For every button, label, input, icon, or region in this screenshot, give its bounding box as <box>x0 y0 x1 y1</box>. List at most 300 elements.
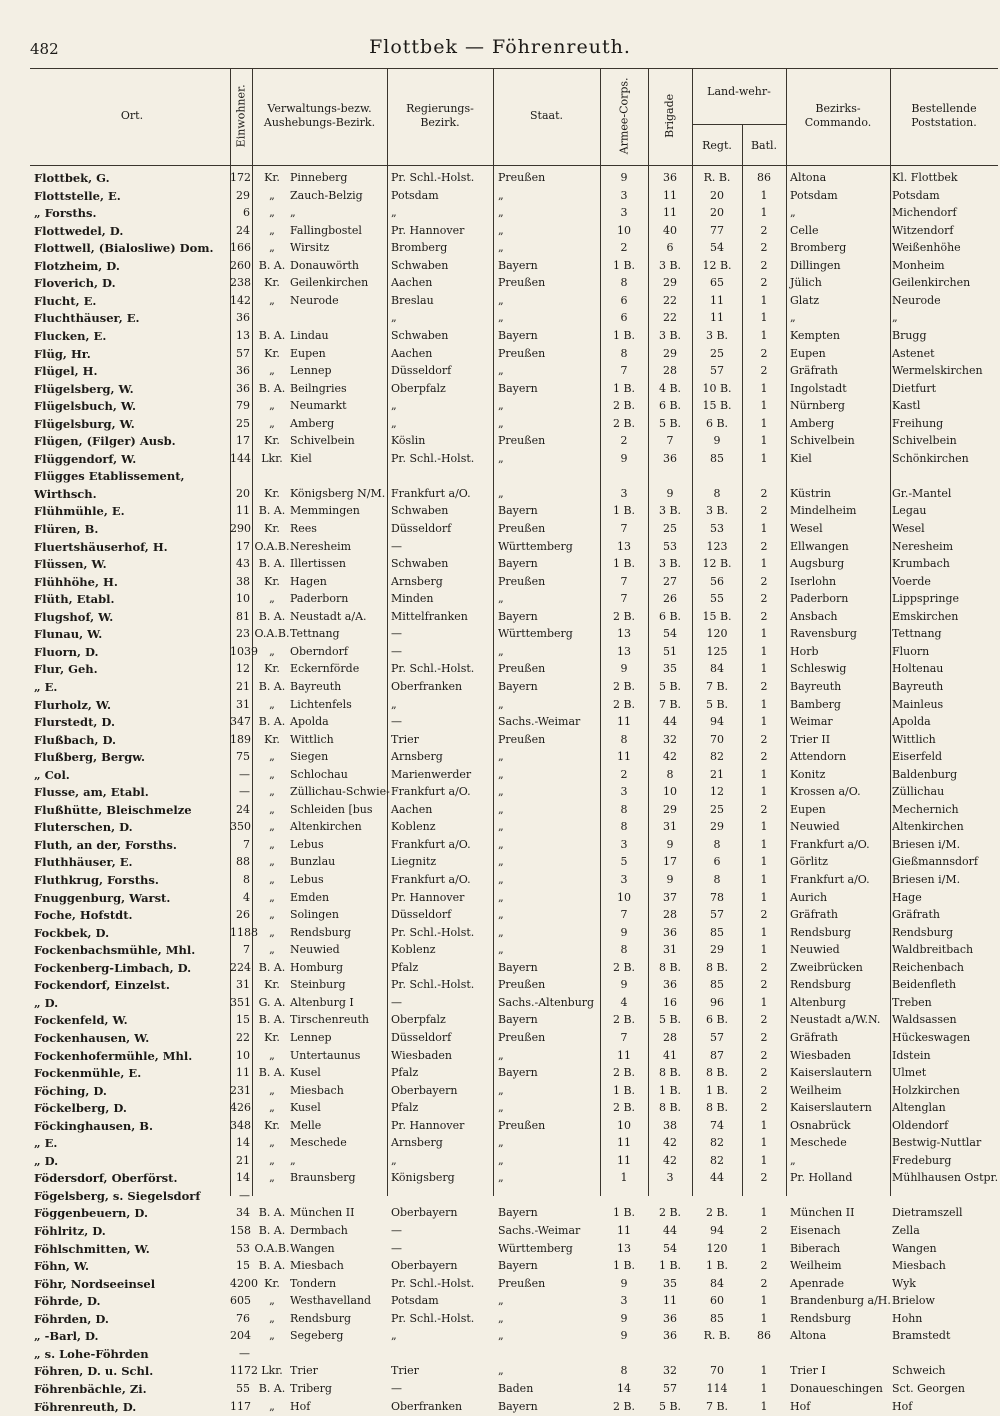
table-row <box>32 1311 998 1329</box>
cell-ew: 21 <box>230 1154 250 1167</box>
cell-ew: 166 <box>230 241 250 254</box>
cell-reg: Oberpfalz <box>391 382 495 395</box>
cell-vt: B. A. <box>254 1224 290 1237</box>
cell-reg: Aachen <box>391 803 495 816</box>
cell-reg: Frankfurt a/O. <box>391 487 495 500</box>
cell-reg: Pr. Hannover <box>391 891 495 904</box>
cell-vb: Beilngries <box>290 382 388 395</box>
cell-bt: 1 <box>744 1400 784 1413</box>
cell-vb: Siegen <box>290 750 388 763</box>
cell-st: Preußen <box>498 575 600 588</box>
cell-reg: Trier <box>391 733 495 746</box>
cell-ak: 1 B. <box>602 259 646 272</box>
cell-br: 8 B. <box>650 1101 690 1114</box>
table-row <box>32 960 998 978</box>
cell-ew: 23 <box>230 627 250 640</box>
header-armee-cell <box>600 68 648 164</box>
cell-ps: Wermelskirchen <box>892 364 996 377</box>
cell-ort: Wirthsch. <box>34 487 220 501</box>
cell-br: 37 <box>650 891 690 904</box>
table-row <box>32 890 998 908</box>
cell-ps: Schönkirchen <box>892 452 996 465</box>
cell-reg: Pfalz <box>391 961 495 974</box>
cell-st: „ <box>498 1101 600 1114</box>
cell-ort: Fockenberg-Limbach, D. <box>34 961 220 975</box>
cell-rg: 1 B. <box>694 1259 740 1272</box>
cell-bc: Donaueschingen <box>790 1382 890 1395</box>
cell-br: 42 <box>650 750 690 763</box>
cell-reg: Pr. Schl.-Holst. <box>391 1312 495 1325</box>
cell-ps: Mühlhausen Ostpr. <box>892 1171 996 1184</box>
cell-br: 3 B. <box>650 259 690 272</box>
cell-reg: Pfalz <box>391 1066 495 1079</box>
cell-bc: Schivelbein <box>790 434 890 447</box>
cell-st: „ <box>498 241 600 254</box>
table-row <box>32 697 998 715</box>
cell-ak: 3 <box>602 206 646 219</box>
table-row <box>32 925 998 943</box>
cell-bt: 86 <box>744 171 784 184</box>
cell-bt: 2 <box>744 750 784 763</box>
cell-ps: Wittlich <box>892 733 996 746</box>
cell-rg: 85 <box>694 926 740 939</box>
cell-rg: 10 B. <box>694 382 740 395</box>
cell-rg: 15 B. <box>694 399 740 412</box>
cell-ew: 31 <box>230 978 250 991</box>
cell-bc: Ansbach <box>790 610 890 623</box>
cell-st: Bayern <box>498 610 600 623</box>
cell-bc: Biberach <box>790 1242 890 1255</box>
cell-bc: Neuwied <box>790 943 890 956</box>
cell-rg: 20 <box>694 206 740 219</box>
cell-bt: 2 <box>744 978 784 991</box>
cell-vt: „ <box>254 891 290 904</box>
cell-st: „ <box>498 224 600 237</box>
cell-ort: Flurholz, W. <box>34 698 220 712</box>
cell-ew: 38 <box>230 575 250 588</box>
cell-vb: Oberndorf <box>290 645 388 658</box>
cell-bt: 1 <box>744 785 784 798</box>
table-row <box>32 1188 998 1206</box>
cell-vb: Neustadt a/A. <box>290 610 388 623</box>
table-row <box>32 1135 998 1153</box>
cell-ew: 24 <box>230 224 250 237</box>
cell-ew: 57 <box>230 347 250 360</box>
cell-ps: Oldendorf <box>892 1119 996 1132</box>
cell-st: „ <box>498 189 600 202</box>
cell-ps: Apolda <box>892 715 996 728</box>
cell-ps: Zella <box>892 1224 996 1237</box>
cell-reg: Pr. Schl.-Holst. <box>391 171 495 184</box>
cell-st: „ <box>498 698 600 711</box>
cell-rg: 74 <box>694 1119 740 1132</box>
cell-ps: Hof <box>892 1400 996 1413</box>
cell-ort: „ D. <box>34 996 220 1010</box>
cell-bt: 1 <box>744 329 784 342</box>
page-number: 482 <box>30 40 59 58</box>
cell-bt: 2 <box>744 347 784 360</box>
cell-reg: „ <box>391 417 495 430</box>
cell-bt: 2 <box>744 364 784 377</box>
table-row <box>32 732 998 750</box>
cell-ew: 20 <box>230 487 250 500</box>
cell-rg: 55 <box>694 592 740 605</box>
cell-st: Sachs.-Weimar <box>498 715 600 728</box>
cell-ak: 2 B. <box>602 1066 646 1079</box>
cell-rg: 12 B. <box>694 259 740 272</box>
cell-bt: 1 <box>744 1364 784 1377</box>
table-row <box>32 872 998 890</box>
cell-ps: Mechernich <box>892 803 996 816</box>
cell-vt: „ <box>254 943 290 956</box>
table-row <box>32 609 998 627</box>
cell-bt: 1 <box>744 943 784 956</box>
cell-st: „ <box>498 206 600 219</box>
table-row <box>32 1170 998 1188</box>
table-row <box>32 223 998 241</box>
cell-ak: 2 B. <box>602 961 646 974</box>
cell-ak: 8 <box>602 733 646 746</box>
cell-st: „ <box>498 803 600 816</box>
cell-st: „ <box>498 1154 600 1167</box>
cell-bt: 2 <box>744 1049 784 1062</box>
cell-vt: „ <box>254 1136 290 1149</box>
table-row <box>32 626 998 644</box>
cell-rg: 56 <box>694 575 740 588</box>
cell-ak: 2 <box>602 434 646 447</box>
cell-vb: Apolda <box>290 715 388 728</box>
cell-bc: Pr. Holland <box>790 1171 890 1184</box>
cell-ak: 9 <box>602 1312 646 1325</box>
cell-vb: Schlochau <box>290 768 388 781</box>
cell-rg: 82 <box>694 1154 740 1167</box>
cell-bc: Paderborn <box>790 592 890 605</box>
cell-ps: Weißenhöhe <box>892 241 996 254</box>
cell-ak: 6 <box>602 311 646 324</box>
cell-br: 31 <box>650 820 690 833</box>
cell-vt: Lkr. <box>254 1364 290 1377</box>
header-regt: Regt. <box>692 128 742 164</box>
cell-ort: Fockbek, D. <box>34 926 220 940</box>
cell-vb: Lichtenfels <box>290 698 388 711</box>
cell-ort: Födersdorf, Oberförst. <box>34 1171 220 1185</box>
cell-br: 51 <box>650 645 690 658</box>
cell-bc: Wiesbaden <box>790 1049 890 1062</box>
cell-ort: Flußberg, Bergw. <box>34 750 220 764</box>
cell-br: 25 <box>650 522 690 535</box>
cell-ak: 9 <box>602 1277 646 1290</box>
cell-vb: Illertissen <box>290 557 388 570</box>
cell-bc: Nürnberg <box>790 399 890 412</box>
cell-bt: 1 <box>744 645 784 658</box>
cell-ak: 3 <box>602 1294 646 1307</box>
table-row <box>32 328 998 346</box>
cell-vt: Kr. <box>254 1119 290 1132</box>
cell-ps: Emskirchen <box>892 610 996 623</box>
cell-st: Bayern <box>498 329 600 342</box>
table-row <box>32 1118 998 1136</box>
cell-vt: Kr. <box>254 1277 290 1290</box>
cell-reg: Koblenz <box>391 943 495 956</box>
cell-ak: 1 B. <box>602 1259 646 1272</box>
cell-rg: 3 B. <box>694 329 740 342</box>
cell-bc: Trier II <box>790 733 890 746</box>
cell-st: Preußen <box>498 171 600 184</box>
cell-ew: 26 <box>230 908 250 921</box>
cell-ort: „ Forsths. <box>34 206 220 220</box>
table-row <box>32 819 998 837</box>
cell-ew: 117 <box>230 1400 250 1413</box>
table-row <box>32 1083 998 1101</box>
cell-ort: Föching, D. <box>34 1084 220 1098</box>
cell-vt: „ <box>254 785 290 798</box>
cell-rg: 5 B. <box>694 698 740 711</box>
cell-bt: 1 <box>744 838 784 851</box>
cell-vt: Kr. <box>254 434 290 447</box>
cell-reg: Liegnitz <box>391 855 495 868</box>
cell-bt: 2 <box>744 241 784 254</box>
cell-ak: 8 <box>602 820 646 833</box>
cell-bc: Rendsburg <box>790 926 890 939</box>
cell-vb: Westhavelland <box>290 1294 388 1307</box>
cell-ps: Baldenburg <box>892 768 996 781</box>
cell-st: Bayern <box>498 1259 600 1272</box>
cell-vb: Geilenkirchen <box>290 276 388 289</box>
cell-ew: 81 <box>230 610 250 623</box>
cell-bc: Brandenburg a/H. <box>790 1294 890 1307</box>
cell-vb: Tirschenreuth <box>290 1013 388 1026</box>
cell-reg: Schwaben <box>391 329 495 342</box>
cell-ak: 7 <box>602 575 646 588</box>
cell-vt: „ <box>254 399 290 412</box>
cell-st: Preußen <box>498 978 600 991</box>
cell-st: „ <box>498 645 600 658</box>
table-row <box>32 1328 998 1346</box>
cell-st: „ <box>498 1084 600 1097</box>
cell-br: 11 <box>650 206 690 219</box>
cell-br: 10 <box>650 785 690 798</box>
cell-ak: 1 B. <box>602 329 646 342</box>
cell-vb: Kiel <box>290 452 388 465</box>
cell-ort: Flutersch​en, D. <box>34 820 220 834</box>
table-row <box>32 310 998 328</box>
cell-ps: Dietramszell <box>892 1206 996 1219</box>
cell-br: 40 <box>650 224 690 237</box>
cell-rg: 53 <box>694 522 740 535</box>
cell-ew: 189 <box>230 733 250 746</box>
cell-ew: 260 <box>230 259 250 272</box>
cell-reg: — <box>391 645 495 658</box>
cell-reg: Köslin <box>391 434 495 447</box>
cell-ps: Rendsburg <box>892 926 996 939</box>
cell-ew: 17 <box>230 540 250 553</box>
cell-st: „ <box>498 943 600 956</box>
cell-ort: Föhrenbächle, Zi. <box>34 1382 220 1396</box>
cell-ew: 15 <box>230 1259 250 1272</box>
cell-reg: Schwaben <box>391 259 495 272</box>
cell-ps: Michendorf <box>892 206 996 219</box>
cell-ew: 43 <box>230 557 250 570</box>
cell-ps: Sct. Georgen <box>892 1382 996 1395</box>
cell-rg: 6 B. <box>694 1013 740 1026</box>
cell-ort: Föckelberg, D. <box>34 1101 220 1115</box>
cell-br: 8 <box>650 768 690 781</box>
cell-reg: Minden <box>391 592 495 605</box>
cell-ps: Bayreuth <box>892 680 996 693</box>
table-row <box>32 205 998 223</box>
cell-vb: Königsberg N/M. <box>290 487 388 500</box>
cell-bt: 1 <box>744 873 784 886</box>
cell-rg: 8 B. <box>694 961 740 974</box>
cell-ew: 34 <box>230 1206 250 1219</box>
cell-reg: Oberbayern <box>391 1084 495 1097</box>
cell-bc: Küstrin <box>790 487 890 500</box>
cell-reg: „ <box>391 1329 495 1342</box>
cell-ps: „ <box>892 311 996 324</box>
table-row <box>32 1293 998 1311</box>
cell-reg: Oberfranken <box>391 1400 495 1413</box>
table-row <box>32 942 998 960</box>
cell-vb: „ <box>290 206 388 219</box>
cell-vt: „ <box>254 820 290 833</box>
cell-br: 16 <box>650 996 690 1009</box>
cell-rg: 6 <box>694 855 740 868</box>
cell-ak: 7 <box>602 364 646 377</box>
cell-bt: 2 <box>744 487 784 500</box>
cell-vt: B. A. <box>254 1259 290 1272</box>
cell-ort: Föhlritz, D. <box>34 1224 220 1238</box>
cell-st: Preußen <box>498 662 600 675</box>
cell-rg: 6 B. <box>694 417 740 430</box>
cell-rg: 29 <box>694 820 740 833</box>
cell-ew: 7 <box>230 943 250 956</box>
cell-ak: 7 <box>602 592 646 605</box>
cell-reg: — <box>391 627 495 640</box>
cell-st: Preußen <box>498 522 600 535</box>
cell-rg: R. B. <box>694 1329 740 1342</box>
cell-bt: 2 <box>744 733 784 746</box>
cell-reg: Potsdam <box>391 189 495 202</box>
cell-rg: 2 B. <box>694 1206 740 1219</box>
cell-vb: Züllichau-Schwie- <box>290 785 388 798</box>
cell-ps: Legau <box>892 504 996 517</box>
cell-ew: — <box>230 768 250 781</box>
table-row <box>32 644 998 662</box>
cell-ort: Föckinghausen, B. <box>34 1119 220 1133</box>
cell-br: 3 B. <box>650 329 690 342</box>
cell-st: Bayern <box>498 680 600 693</box>
cell-reg: Frankfurt a/O. <box>391 785 495 798</box>
cell-reg: — <box>391 1224 495 1237</box>
cell-ort: Foche, Hofstdt. <box>34 908 220 922</box>
cell-bc: Horb <box>790 645 890 658</box>
cell-vt: B. A. <box>254 557 290 570</box>
cell-bt: 1 <box>744 1206 784 1219</box>
cell-rg: 65 <box>694 276 740 289</box>
cell-ort: Flüth, Etabl. <box>34 592 220 606</box>
cell-bt: 1 <box>744 1136 784 1149</box>
cell-ort: Fluorn, D. <box>34 645 220 659</box>
cell-bt: 2 <box>744 1259 784 1272</box>
cell-bc: Glatz <box>790 294 890 307</box>
cell-reg: Pr. Hannover <box>391 224 495 237</box>
table-row <box>32 995 998 1013</box>
cell-vt: „ <box>254 645 290 658</box>
cell-ak: 2 B. <box>602 680 646 693</box>
cell-reg: — <box>391 1242 495 1255</box>
cell-rg: 84 <box>694 662 740 675</box>
cell-ps: Kastl <box>892 399 996 412</box>
cell-reg: Arnsberg <box>391 575 495 588</box>
cell-ort: Flottstelle, E. <box>34 189 220 203</box>
cell-ew: 17 <box>230 434 250 447</box>
cell-br: 36 <box>650 1329 690 1342</box>
cell-bt: 1 <box>744 294 784 307</box>
cell-ort: Flügel, H. <box>34 364 220 378</box>
cell-vb: Meschede <box>290 1136 388 1149</box>
cell-bc: Kiel <box>790 452 890 465</box>
cell-ak: 3 <box>602 873 646 886</box>
cell-ps: Monheim <box>892 259 996 272</box>
cell-reg: Aachen <box>391 276 495 289</box>
cell-ps: Waldbreitbach <box>892 943 996 956</box>
cell-ew: 88 <box>230 855 250 868</box>
cell-vt: B. A. <box>254 259 290 272</box>
cell-bc: Apenrade <box>790 1277 890 1290</box>
cell-br: 28 <box>650 364 690 377</box>
cell-vb: Hagen <box>290 575 388 588</box>
cell-bc: Mindelheim <box>790 504 890 517</box>
cell-ew: 144 <box>230 452 250 465</box>
cell-rg: 8 <box>694 873 740 886</box>
cell-reg: — <box>391 1382 495 1395</box>
cell-ak: 11 <box>602 1224 646 1237</box>
cell-st: „ <box>498 294 600 307</box>
table-row <box>32 363 998 381</box>
cell-reg: Königsberg <box>391 1171 495 1184</box>
cell-ort: Flüggendorf, W. <box>34 452 220 466</box>
cell-reg: Bromberg <box>391 241 495 254</box>
table-row <box>32 503 998 521</box>
cell-bc: Jülich <box>790 276 890 289</box>
cell-bt: 1 <box>744 1242 784 1255</box>
cell-ew: 25 <box>230 417 250 430</box>
cell-reg: Arnsberg <box>391 750 495 763</box>
cell-st: Bayern <box>498 1013 600 1026</box>
cell-ort: Föhrde, D. <box>34 1294 220 1308</box>
table-row <box>32 574 998 592</box>
cell-vt: „ <box>254 1154 290 1167</box>
table-row <box>32 661 998 679</box>
cell-reg: „ <box>391 399 495 412</box>
cell-vb: Rendsburg <box>290 1312 388 1325</box>
cell-bt: 1 <box>744 1154 784 1167</box>
cell-vt: B. A. <box>254 1206 290 1219</box>
cell-st: Preußen <box>498 1031 600 1044</box>
cell-ort: Flügelsburg, W. <box>34 417 220 431</box>
cell-bt: 2 <box>744 610 784 623</box>
cell-ak: 1 B. <box>602 557 646 570</box>
table-row <box>32 679 998 697</box>
cell-bt: 1 <box>744 452 784 465</box>
cell-st: Bayern <box>498 1206 600 1219</box>
cell-st: „ <box>498 417 600 430</box>
cell-ak: 8 <box>602 347 646 360</box>
cell-reg: Oberpfalz <box>391 1013 495 1026</box>
cell-bc: Rendsburg <box>790 1312 890 1325</box>
cell-vt: „ <box>254 224 290 237</box>
cell-rg: 1 B. <box>694 1084 740 1097</box>
